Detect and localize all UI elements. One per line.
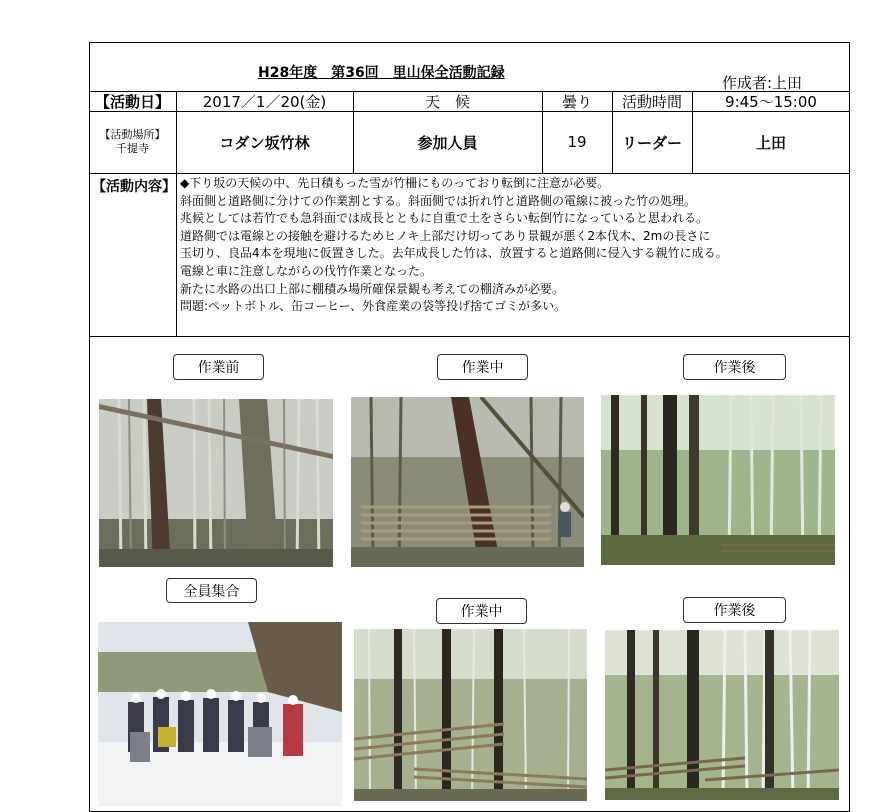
content-line: 玉切り、良品4本を現地に仮置きした。去年成長した竹は、放置すると道路側に侵入する親竹に成る。 bbox=[180, 246, 728, 261]
content-line: ◆下り坂の天候の中、先日積もった雪が竹柵にものっており転倒に注意が必要。 bbox=[180, 176, 610, 190]
date-label: 【活動日】 bbox=[94, 92, 170, 111]
content-line: 新たに水路の出口上部に棚積み場所確保景観も考えての棚済みが必要。 bbox=[180, 281, 565, 296]
participants-value: 19 bbox=[567, 133, 587, 151]
content-line: 問題:ペットボトル、缶コーヒー、外食産業の袋等投げ捨てゴミが多い。 bbox=[180, 299, 567, 314]
participants-label: 参加人員 bbox=[417, 133, 478, 152]
photo-before bbox=[99, 399, 333, 567]
weather-value: 曇り bbox=[561, 92, 592, 111]
label-during-1: 作業中 bbox=[437, 354, 528, 380]
photo-group bbox=[98, 622, 342, 806]
label-after-1: 作業後 bbox=[683, 354, 786, 380]
label-before: 作業前 bbox=[173, 354, 264, 380]
place-label-cell bbox=[89, 111, 176, 173]
content-label: 【活動内容】 bbox=[92, 179, 176, 195]
author: 作成者:上田 bbox=[722, 74, 803, 92]
photo-after-1 bbox=[601, 395, 835, 565]
label-after-2: 作業後 bbox=[683, 597, 786, 623]
place-value: コダン坂竹林 bbox=[219, 133, 310, 152]
weather-label: 天 候 bbox=[424, 92, 470, 111]
content-line: 斜面側と道路側に分けての作業割とする。斜面側では折れ竹と道路側の電線に被った竹の処理。 bbox=[180, 193, 697, 208]
time-label: 活動時間 bbox=[621, 92, 682, 111]
time-value: 9:45～15:00 bbox=[725, 92, 817, 111]
content-line: 道路側では電線との接触を避けるためヒノキ上部だけ切ってあり景観が悪く2本伐木、2mの長さに bbox=[180, 228, 711, 243]
place-label: 【活動場所】 bbox=[99, 128, 166, 141]
label-group: 全員集合 bbox=[166, 578, 257, 603]
photo-during-1 bbox=[351, 397, 584, 567]
grid-line bbox=[89, 336, 850, 337]
photo-after-2 bbox=[605, 630, 839, 800]
content-text bbox=[180, 175, 728, 316]
grid-line bbox=[89, 173, 850, 174]
place-sub: 千提寺 bbox=[116, 142, 149, 155]
date-value: 2017／1／20(金) bbox=[202, 92, 327, 111]
leader-value: 上田 bbox=[755, 133, 786, 152]
label-during-2: 作業中 bbox=[436, 598, 527, 624]
leader-label: リーダー bbox=[621, 133, 682, 152]
content-line: 電線と車に注意しながらの伐竹作業となった。 bbox=[180, 263, 433, 278]
photo-during-2 bbox=[354, 629, 587, 801]
page-title: H28年度 第36回 里山保全活動記録 bbox=[258, 65, 505, 81]
content-line: 兆候としては若竹でも急斜面では成長とともに自重で土をさらい転倒竹になっていると思われる。 bbox=[180, 211, 709, 226]
